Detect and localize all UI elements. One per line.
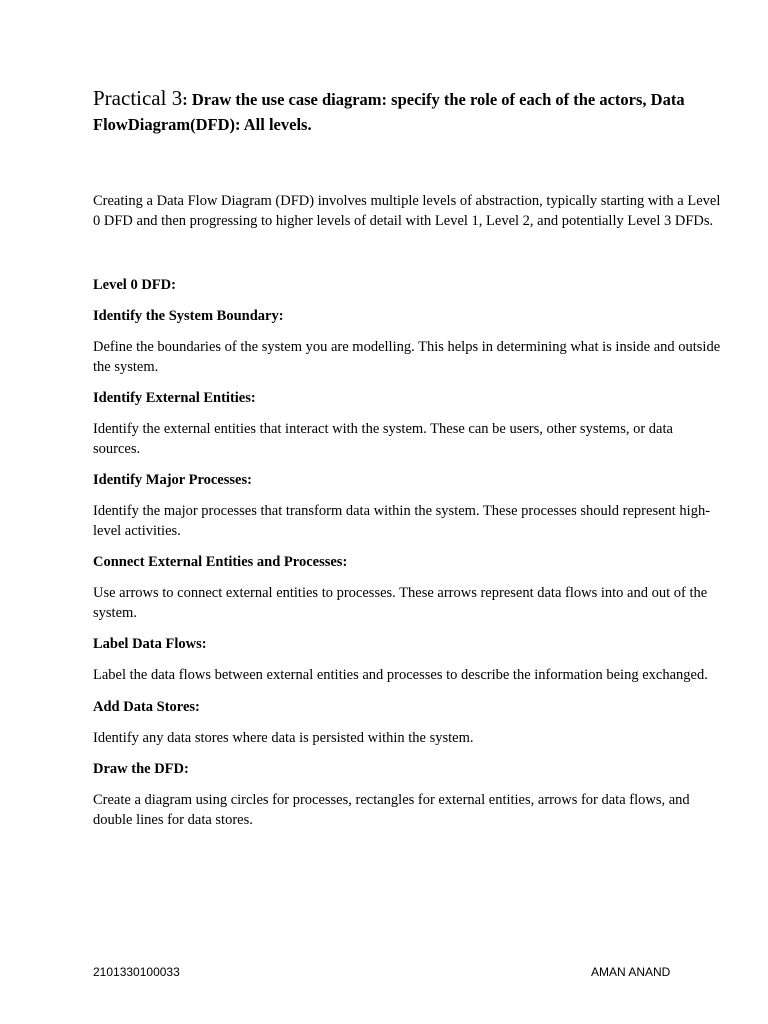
step-body: Label the data flows between external entities and processes to describe the information being exchanged. [93,667,708,683]
step-heading: Add Data Stores: [93,698,200,715]
step-add-data-stores [93,698,723,749]
document-page [93,86,723,830]
level-0-heading: Level 0 DFD: [93,277,176,293]
step-system-boundary [93,307,723,377]
step-body: Identify the major processes that transform data within the system. These processes should represent high-level activities. [93,503,711,539]
step-heading: Connect External Entities and Processes: [93,554,348,570]
step-draw-dfd [93,760,723,830]
step-body: Identify the external entities that interact with the system. These can be users, other systems, or data sources. [93,421,673,457]
page-title [93,86,723,137]
step-connect-entities [93,553,723,623]
step-body: Create a diagram using circles for processes, rectangles for external entities, arrows for data flows, and double lines for data stores. [93,792,690,828]
intro-paragraph: Creating a Data Flow Diagram (DFD) involves multiple levels of abstraction, typically starting with a Level 0 DFD and then progressing to higher levels of detail with Level 1, Level 2, and potentially Level 3 DFDs. [93,193,721,229]
step-major-processes [93,471,723,541]
step-heading: Identify External Entities: [93,390,256,406]
step-body: Identify any data stores where data is persisted within the system. [93,729,474,746]
step-heading: Identify the System Boundary: [93,308,284,324]
footer-author-name: AMAN ANAND [591,965,671,979]
step-label-data-flows [93,635,723,686]
step-heading: Draw the DFD: [93,761,189,777]
title-rest: : Draw the use case diagram: specify the role of each of the actors, Data FlowDiagram(DFD): All levels. [93,90,685,134]
step-external-entities [93,389,723,459]
title-lead: Practical 3 [93,86,183,110]
step-body: Define the boundaries of the system you are modelling. This helps in determining what is inside and outside the system. [93,339,721,375]
footer-student-id: 2101330100033 [93,965,180,979]
step-body: Use arrows to connect external entities to processes. These arrows represent data flows into and out of the system. [93,585,708,621]
step-heading: Label Data Flows: [93,636,207,652]
step-heading: Identify Major Processes: [93,472,252,488]
